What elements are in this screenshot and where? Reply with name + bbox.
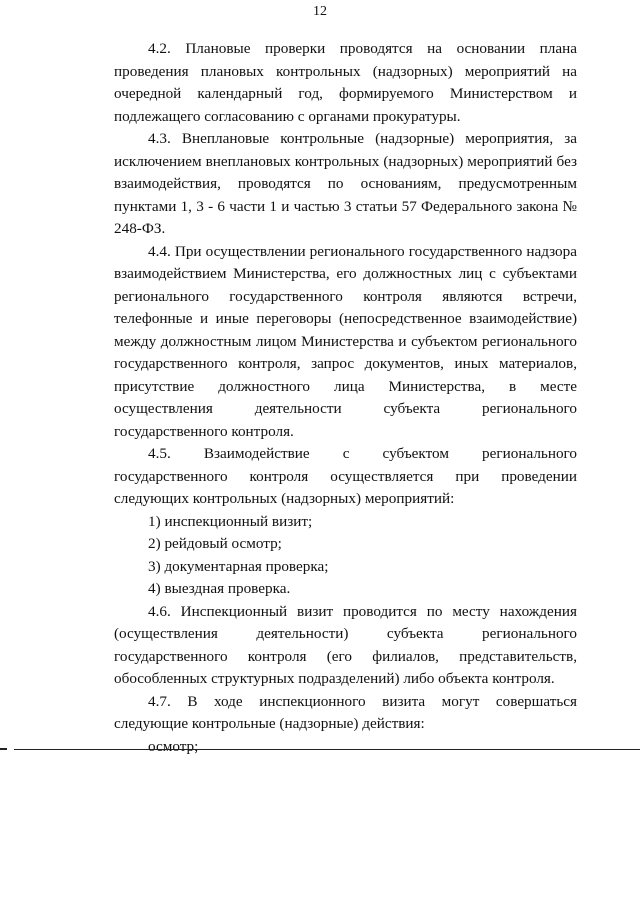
list-item-document-check: 3) документарная проверка; xyxy=(148,557,329,575)
paragraph-4-3: 4.3. Внеплановые контрольные (надзорные) мероприятия, за исключением внеплановых контрольных (надзорных) мероприятий без взаимодействия, проводятся по основаниям, предусмотренным пунктами 1, 3 - 6 части 1 и частью 3 статьи 57 Федерального закона № 248-ФЗ. xyxy=(114,130,577,237)
page-bottom-rule xyxy=(14,749,640,750)
left-edge-mark xyxy=(0,748,7,750)
paragraph-4-5: 4.5. Взаимодействие с субъектом регионального государственного контроля осуществляется при проведении следующих контрольных (надзорных) мероприятий: xyxy=(114,445,577,507)
list-item-raid-inspection: 2) рейдовый осмотр; xyxy=(148,535,282,552)
paragraph-4-2: 4.2. Плановые проверки проводятся на основании плана проведения плановых контрольных (надзорных) мероприятий на очередной календарный год, формируемого Министерством и подлежащего согласованию с органами прокуратуры. xyxy=(114,40,577,125)
paragraph-4-7: 4.7. В ходе инспекционного визита могут совершаться следующие контрольные (надзорные) действия: xyxy=(114,692,577,732)
list-item-survey: осмотр; xyxy=(148,737,199,755)
list-item-field-check: 4) выездная проверка. xyxy=(148,580,291,597)
document-body xyxy=(114,38,577,758)
list-item-inspection-visit: 1) инспекционный визит; xyxy=(148,512,313,530)
paragraph-4-4: 4.4. При осуществлении регионального государственного надзора взаимодействием Министерства, его должностных лиц с субъектами регионального государственного контроля являются встречи, телефонные и иные переговоры (непосредственное взаимодействие) между должностным лицом Министерства и субъектом регионального государственного контроля, запрос документов, иных материалов, присутствие должностного лица Министерства, в месте осуществления деятельности субъекта регионального государственного контроля. xyxy=(114,242,577,440)
page-number: 12 xyxy=(313,4,327,19)
paragraph-4-6: 4.6. Инспекционный визит проводится по месту нахождения (осуществления деятельности) субъекта регионального государственного контроля (его филиалов, представительств, обособленных структурных подразделений) либо объекта контроля. xyxy=(114,602,577,687)
